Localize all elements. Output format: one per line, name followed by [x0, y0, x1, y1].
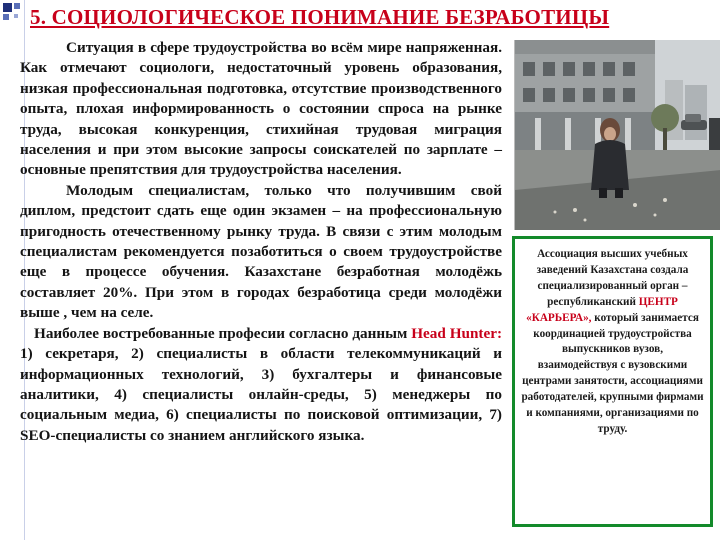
career-center-box: [512, 236, 713, 527]
paragraph-3-start: Наиболее востребованные професии согласно данным: [34, 324, 408, 342]
paragraph-3: [20, 324, 502, 446]
paragraph-3-end: 1) секретаря, 2) специалисты в области телекоммуникаций и информационных технологий, 3) бухгалтеры и финансовые аналитики, 4) специалисты онлайн-среды, 5) менеджеры по социальным медиа, 6) специалисты по поисковой оптимизации, 7) SEO-специалисты со знанием английского языка.: [20, 345, 502, 444]
street-photo-image: [515, 40, 720, 230]
slide-title: 5. СОЦИОЛОГИЧЕСКОЕ ПОНИМАНИЕ БЕЗРАБОТИЦЫ: [30, 5, 610, 29]
paragraph-2: Молодым специалистам, только что получившим свой диплом, предстоит сдать еще один экзамен – на профессиональную пригодность отечественному рынку труда. В связи с этим молодым специалистам рекомендуется позаботиться о своем трудоустройстве еще в процессе обучения. Казахстане безработная молодёжь составляет 20%. При этом в городах безработица среди молодёжи выше , чем на селе.: [20, 181, 502, 322]
paragraph-1: Ситуация в сфере трудоустройства во всём мире напряженная. Как отмечают социологи, недостаточный уровень образования, низкая профессиональная подготовка, отсутствие производственного опыта, плохая информированность о состоянии спроса на рынке труда, высокая конкуренция, стихийная трудовая миграция населения и при этом высокие запросы соискателей по зарплате – основные препятствия для трудоустройства населения.: [20, 39, 502, 179]
career-center-text: [521, 247, 704, 438]
main-text: [20, 38, 502, 446]
decor-square-tiny: [14, 14, 18, 18]
decor-square-small: [3, 14, 9, 20]
decor-square-large: [3, 3, 12, 12]
decor-square-small: [14, 3, 20, 9]
career-center-name: ЦЕНТР «КАРЬЕРА»,: [526, 295, 678, 324]
head-hunter-highlight: Head Hunter:: [411, 324, 503, 342]
box-text-end: который занимается координацией трудоустройства выпускников вузов, взаимодействуя с вузовскими центрами занятости, ассоциациями работодателей, крупными фирмами и компаниями, организациями по труду.: [521, 311, 704, 435]
street-photo: [514, 40, 720, 230]
box-text-start: Ассоциация высших учебных заведений Казахстана создала специализированный орган – республиканский: [536, 248, 689, 308]
